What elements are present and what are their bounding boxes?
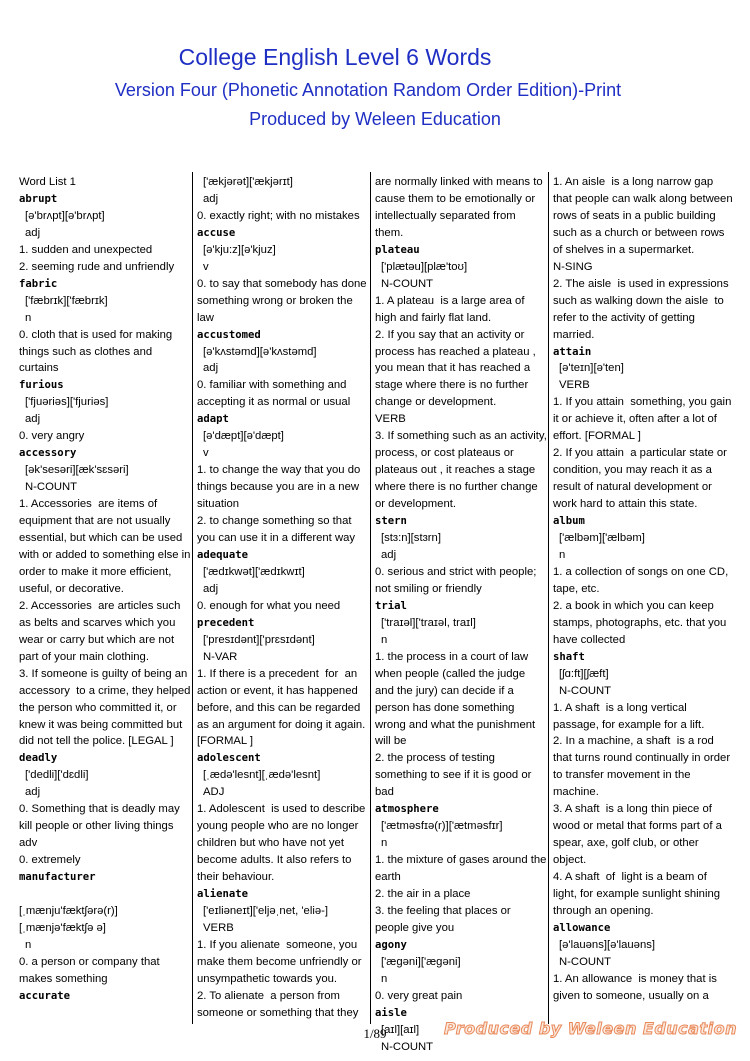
entry-line: 1. a collection of songs on one CD, tape, etc. — [553, 565, 732, 595]
entry-line: 1. If you attain something, you gain it or achieve it, often after a lot of effort. [FORMAL ] — [553, 396, 735, 443]
headword: stern — [375, 515, 407, 528]
headword: deadly — [19, 752, 58, 765]
document-producer: Produced by Weleen Education — [249, 109, 501, 129]
entry-line: 0. to say that somebody has done something wrong or broken the law — [197, 277, 370, 324]
entry-line: n — [381, 633, 388, 646]
entry-line: [ə'kʌstəmd][ə'kʌstəmd] — [203, 345, 317, 358]
entry-line: 0. Something that is deadly may kill people or other living things — [19, 803, 183, 833]
entry-line: N-VAR — [203, 650, 238, 663]
entry-line: are normally linked with means to cause them to be emotionally or intellectually separated from them. — [375, 176, 546, 239]
entry-line: ['fjuəriəs]['fjuriəs] — [25, 396, 109, 409]
entry-line: v — [203, 447, 209, 460]
entry-line: 2. a book in which you can keep stamps, photographs, etc. that you have collected — [553, 599, 730, 646]
entry-line: 0. extremely — [19, 854, 81, 867]
entry-line: [stɜ:n][stɜrn] — [381, 532, 441, 545]
headword: album — [553, 515, 585, 528]
entry-line: [ə'lauəns][ə'lauəns] — [559, 938, 656, 951]
entry-line: VERB — [203, 921, 234, 934]
headword: adequate — [197, 548, 249, 561]
entry-line: adj — [25, 413, 41, 426]
headword: accuse — [197, 226, 236, 239]
entry-line: 1. Accessories are items of equipment that are not usually essential, but which can be used with or added to something else in order to make it more efficient, useful, or decorative. — [19, 498, 194, 595]
entry-line: N-COUNT — [559, 955, 612, 968]
headword: accessory — [19, 447, 77, 460]
headword: abrupt — [19, 192, 58, 205]
entry-line: 2. to change something so that you can use it in a different way — [197, 515, 356, 545]
entry-line: N-SING — [553, 260, 593, 273]
watermark: Produced by Weleen Education — [444, 1019, 737, 1038]
entry-line: 0. serious and strict with people; not smiling or friendly — [375, 565, 540, 595]
entry-line: ['ædɪkwət]['ædɪkwɪt] — [203, 565, 305, 578]
headword: attain — [553, 345, 592, 358]
entry-line: [ˌmænju'fæktʃərə(r)][ˌmænjə'fæktʃə ə] — [19, 904, 118, 934]
entry-line: [ə'brʌpt][ə'brʌpt] — [25, 209, 105, 222]
document-subtitle: Version Four (Phonetic Annotation Random Order Edition)-Print — [114, 80, 622, 100]
headword: allowance — [553, 921, 611, 934]
entry-line: 2. seeming rude and unfriendly — [19, 260, 175, 273]
headword: aisle — [375, 1006, 407, 1019]
headword: trial — [375, 599, 407, 612]
entry-line: N-COUNT — [381, 277, 434, 290]
headword: fabric — [19, 277, 58, 290]
entry-line: 1. A plateau is a large area of high and fairly flat land. — [375, 294, 528, 324]
entry-line: 2. The aisle is used in expressions such as walking down the aisle to refer to the activity of getting married. — [553, 277, 732, 341]
entry-line: ['ætməsfɪə(r)]['ætməsfɪr] — [381, 820, 503, 833]
entry-line: n — [381, 837, 388, 850]
entry-line: 0. cloth that is used for making things such as clothes and curtains — [19, 328, 176, 375]
entry-line: N-COUNT — [25, 481, 78, 494]
entry-line: adj — [25, 226, 41, 239]
entry-line: 1. sudden and unexpected — [19, 243, 153, 256]
entry-line: 3. the feeling that places or people give you — [375, 904, 514, 934]
entry-line: 2. Accessories are articles such as belts and scarves which you wear or carry but which are not part of your main clothing. — [19, 599, 184, 663]
entry-line: 1. If there is a precedent for an action or event, it has happened before, and this can be regarded as an argument for doing it again. [FORMAL ] — [197, 667, 369, 748]
entry-line: [aɪl][aɪl] — [381, 1023, 420, 1036]
word-column-2 — [197, 174, 369, 1026]
entry-line: n — [25, 311, 32, 324]
entry-line: ['eɪliəneɪt]['eljəˌnet, 'eliə-] — [203, 904, 329, 917]
entry-line: ['dedli]['dɛdli] — [25, 769, 89, 782]
entry-line — [19, 886, 191, 903]
entry-line: ADJ — [203, 786, 225, 799]
entry-line: ['plætəu][plæ'toʊ] — [381, 260, 468, 273]
entry-line: 0. familiar with something and accepting it as normal or usual — [197, 379, 351, 409]
entry-line: n — [25, 938, 32, 951]
entry-line: VERB — [559, 379, 590, 392]
headword: atmosphere — [375, 803, 439, 816]
document-title: College English Level 6 Words — [178, 44, 492, 70]
entry-line: adj — [203, 582, 219, 595]
entry-line: 1. If you alienate someone, you make them become unfriendly or unsympathetic towards you. — [197, 938, 365, 985]
column-divider — [548, 172, 549, 1024]
entry-line: 1. A shaft is a long vertical passage, for example for a lift. — [553, 701, 705, 731]
entry-line: 3. If someone is guilty of being an accessory to a crime, they helped the person who committed it, or knew it was being committed but did not tell the police. [LEGAL ] — [19, 667, 194, 748]
entry-line: 1. to change the way that you do things because you are in a new situation — [197, 464, 364, 511]
entry-line: 1. Adolescent is used to describe young people who are no longer children but who have not yet become adults. It also refers to their behaviour. — [197, 803, 369, 884]
entry-line: 1. the mixture of gases around the earth — [375, 854, 550, 884]
headword: accustomed — [197, 328, 261, 341]
column-divider — [370, 172, 371, 1024]
entry-line: 2. In a machine, a shaft is a rod that turns round continually in order to transfer movement in the machine. — [553, 735, 734, 799]
entry-line: [ə'dæpt][ə'dæpt] — [203, 430, 284, 443]
entry-line: 1. An allowance is money that is given to someone, usually on a — [553, 972, 721, 1002]
headword: plateau — [375, 243, 420, 256]
entry-line: ['traɪəl]['traɪəl, traɪl] — [381, 616, 476, 629]
entry-line: ['ækjərət]['ækjərɪt] — [203, 176, 293, 188]
headword: furious — [19, 379, 64, 392]
entry-line: v — [203, 260, 209, 273]
entry-line: 0. a person or company that makes something — [19, 955, 163, 985]
column-divider — [192, 172, 193, 1024]
entry-line: N-COUNT — [559, 684, 612, 697]
entry-line: VERB — [375, 413, 406, 426]
headword: adolescent — [197, 752, 261, 765]
entry-line: [ək'sesəri][æk'sɛsəri] — [25, 464, 129, 477]
entry-line: ['presɪdənt]['prɛsɪdənt] — [203, 633, 315, 646]
headword: adapt — [197, 413, 229, 426]
entry-line: [ə'teɪn][ə'ten] — [559, 362, 624, 375]
entry-line: 3. If something such as an activity, process, or cost plateaus or plateaus out , it reaches a stage where there is no further change or development. — [375, 430, 550, 511]
entry-line: 1. the process in a court of law when people (called the judge and the jury) can decide if a person has done something wrong and what the punishment will be — [375, 650, 539, 748]
entry-line: ['fæbrɪk]['fæbrɪk] — [25, 294, 108, 307]
entry-line: 4. A shaft of light is a beam of light, for example sunlight shining through an opening. — [553, 871, 724, 917]
entry-line: 2. the air in a place — [375, 888, 471, 901]
headword: shaft — [553, 650, 585, 663]
entry-line: 0. exactly right; with no mistakes — [197, 209, 360, 222]
entry-line: adj — [203, 362, 219, 375]
entry-line: adv — [19, 837, 38, 850]
entry-line: N-COUNT — [381, 1040, 434, 1053]
entry-line: 3. A shaft is a long thin piece of wood or metal that forms part of a spear, axe, golf club, or other object. — [553, 803, 726, 867]
entry-line: adj — [381, 548, 397, 561]
headword: precedent — [197, 616, 255, 629]
word-column-4 — [553, 174, 736, 1026]
headword: agony — [375, 938, 407, 951]
entry-line: 1. An aisle is a long narrow gap that people can walk along between rows of seats in a public building such as a church or between rows of shelves in a supermarket. — [553, 176, 736, 256]
list-heading: Word List 1 — [19, 176, 76, 188]
entry-line: adj — [25, 786, 41, 799]
entry-line: n — [381, 972, 388, 985]
word-column-1 — [19, 174, 194, 1026]
entry-line: 2. If you say that an activity or process has reached a plateau , you mean that it has reached a stage where there is no further change or development. — [375, 328, 539, 409]
entry-line: 2. If you attain a particular state or condition, you may reach it as a result of natural development or work hard to attain this state. — [553, 447, 731, 511]
entry-line: ['ægəni]['ægəni] — [381, 955, 461, 968]
entry-line: n — [559, 548, 566, 561]
headword: manufacturer — [19, 871, 96, 884]
entry-line: 2. To alienate a person from someone or something that they — [197, 989, 359, 1019]
entry-line: 2. the process of testing something to see if it is good or bad — [375, 752, 535, 799]
entry-line: 0. very great pain — [375, 989, 463, 1002]
headword: accurate — [19, 989, 71, 1002]
page-number: 1/89 — [363, 1026, 387, 1041]
entry-line: [ə'kju:z][ə'kjuz] — [203, 243, 276, 256]
entry-line: 0. enough for what you need — [197, 599, 341, 612]
headword: alienate — [197, 888, 249, 901]
entry-line: ['ælbəm]['ælbəm] — [559, 532, 645, 545]
entry-line: 0. very angry — [19, 430, 85, 443]
entry-line: [ʃɑ:ft][ʃæft] — [559, 667, 609, 680]
entry-line: adj — [203, 192, 219, 205]
entry-line: [ˌædə'lesnt][ˌædə'lesnt] — [203, 769, 321, 782]
